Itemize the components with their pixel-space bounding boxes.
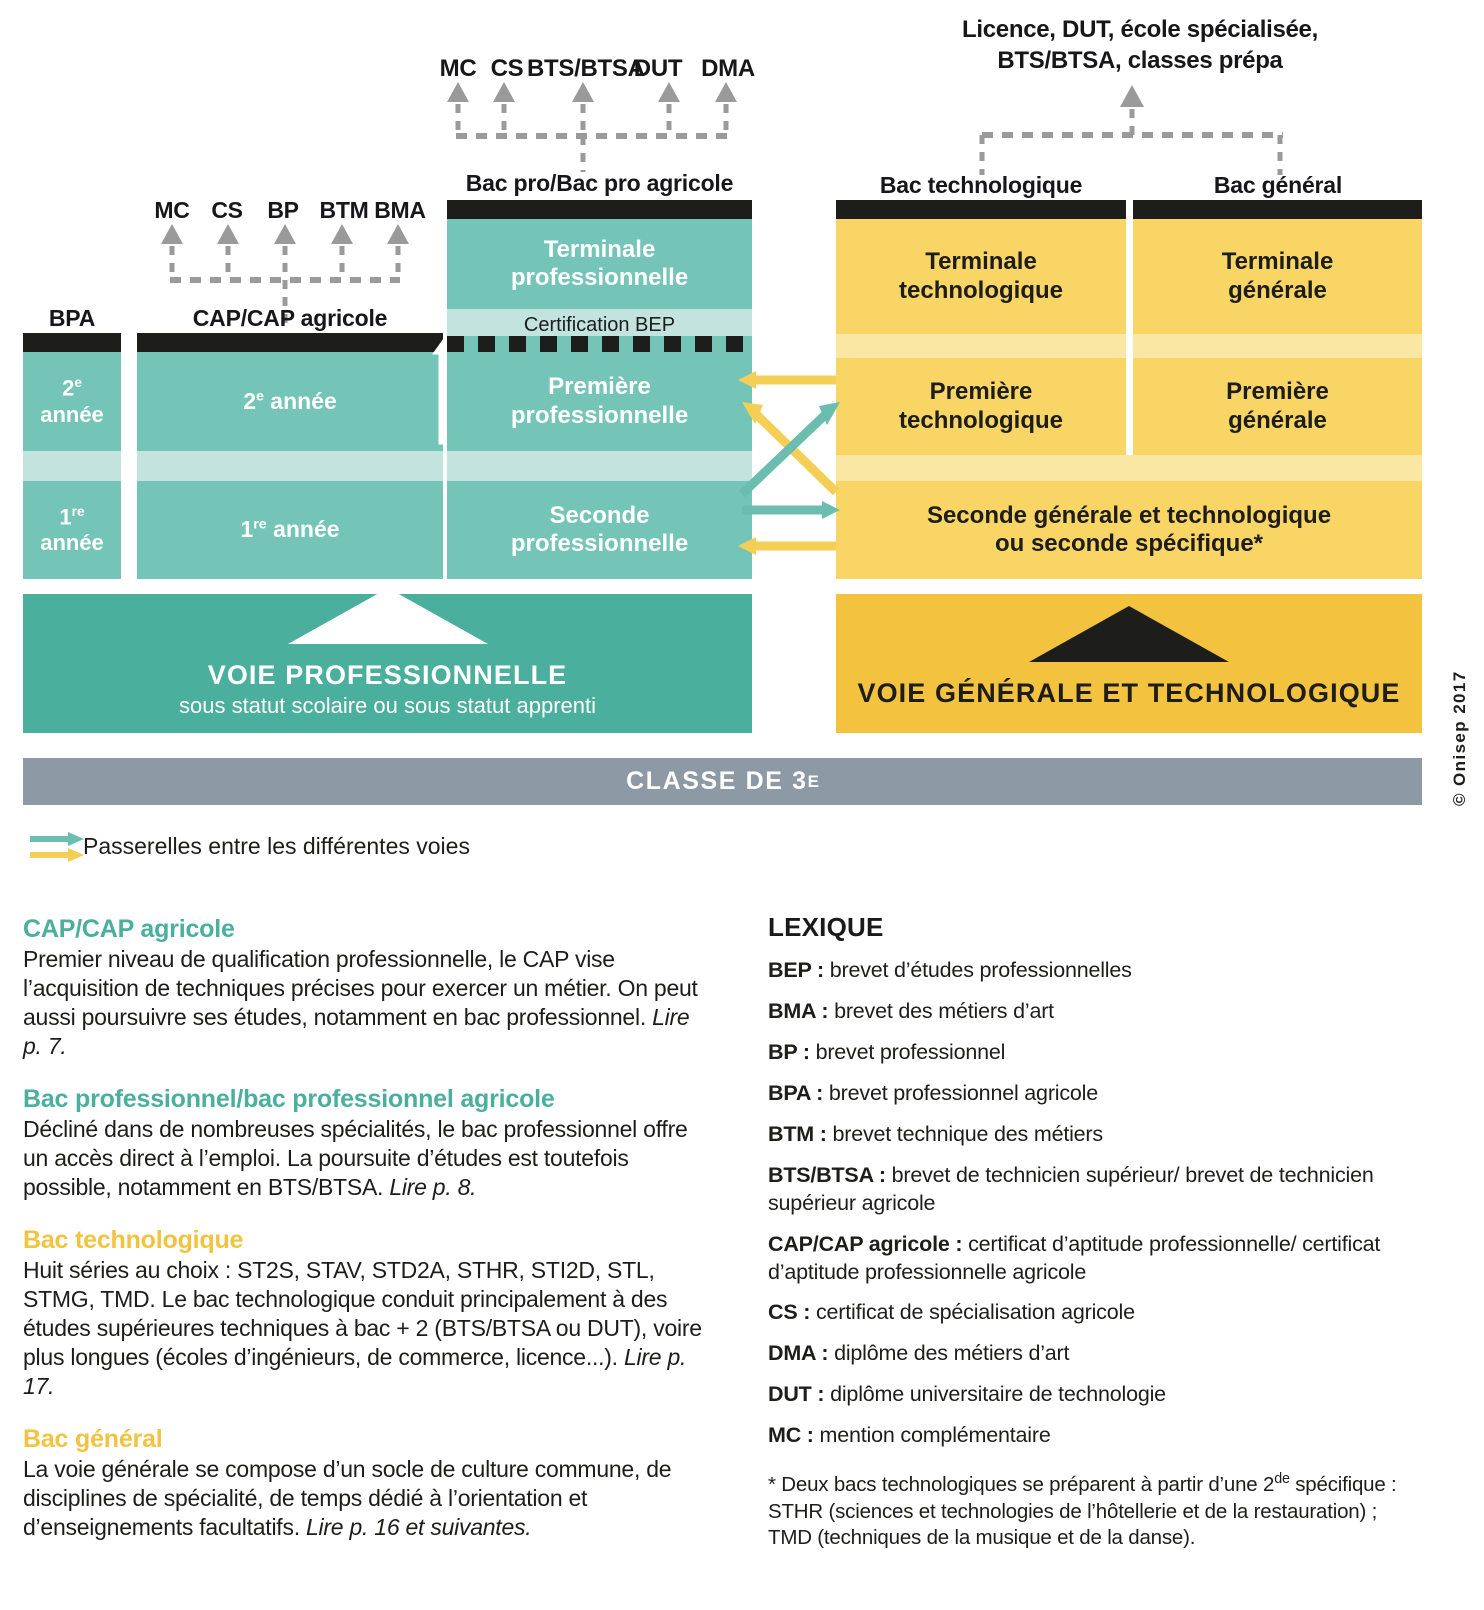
cap-cap-bar (137, 333, 443, 352)
bacgeneral-terminale-cell (1133, 219, 1422, 334)
bactechno-premiere-cell (836, 358, 1126, 455)
general-outcome-connectors (965, 83, 1285, 183)
outcome-label-cs-cap: CS (211, 197, 243, 223)
lexique-def-bma: brevet des métiers d’art (828, 998, 1054, 1023)
definition-body-bactechno (23, 1256, 713, 1401)
lexique-column (768, 912, 1428, 1552)
lexique-term-dut: DUT : (768, 1382, 825, 1407)
lexique-entry-bp (768, 1039, 1428, 1067)
definition-ref-bacgeneral: Lire p. 16 et suivantes. (305, 1513, 532, 1540)
lexique-def-bep: brevet d’études professionnelles (823, 958, 1132, 982)
classe-de-3e-band (23, 758, 1422, 805)
bacpro-terminale-l1: Terminale (543, 235, 656, 263)
lexique-footnote (768, 1470, 1428, 1552)
seconde-gt-l1: Seconde générale et technologique (926, 501, 1332, 529)
banner-pro-subtitle: sous statut scolaire ou sous statut apprenti (178, 693, 596, 718)
definition-block-bacpro (23, 1085, 713, 1202)
bacpro-premiere-cell (447, 352, 752, 451)
seconde-generale-technologique-cell (836, 481, 1422, 579)
bacgeneral-terminale-l1: Terminale (1221, 248, 1334, 276)
bacpro-certification-bep-label: Certification BEP (523, 313, 676, 336)
seconde-gt-gap-band (836, 455, 1422, 481)
definition-heading-bactechno: Bac technologique (23, 1225, 244, 1254)
lexique-footnote-l2: STHR (sciences et technologies de l’hôtellerie et de la restauration) ; (768, 1499, 1378, 1523)
lexique-footnote-l1b: spécifique : (1289, 1473, 1397, 1497)
definitions-column (23, 915, 713, 1566)
banner-voie-professionnelle (23, 594, 752, 733)
bactechno-gap-band-upper (836, 334, 1126, 358)
cap-gap-band (137, 451, 443, 481)
bpa-cap-bar (23, 333, 121, 352)
definition-ref-bacpro: Lire p. 8. (389, 1173, 477, 1200)
lexique-entry-bep (768, 957, 1428, 985)
bpa-year2-word: année (40, 401, 104, 427)
lexique-term-bp: BP : (768, 1039, 810, 1064)
lexique-entry-dut (768, 1381, 1428, 1409)
bactechno-premiere-l2: technologique (899, 406, 1063, 434)
bacpro-bep-dashed-separator (447, 336, 752, 352)
cap-year2-sup: e (255, 388, 264, 405)
bpa-year2-cell (23, 352, 121, 451)
outcome-general-line2: BTS/BTSA, classes prépa (997, 47, 1283, 75)
bacpro-terminale-l2: professionnelle (510, 264, 689, 291)
column-title-bactechno: Bac technologique (879, 172, 1083, 198)
outcome-label-dut-pro: DUT (633, 55, 683, 82)
lexique-entry-btm (768, 1121, 1428, 1149)
bacpro-seconde-l1: Seconde (549, 501, 650, 529)
definition-body-bactechno-text: Huit séries au choix : ST2S, STAV, STD2A, STHR, STI2D, STL, STMG, TMD. Le bac technologique conduit principalement à des études supérieures techniques à bac + 2 (BTS/BTSA ou DUT), voire plus longues (écoles d’ingénieurs, de commerce, licence...). (23, 1256, 702, 1370)
cap-year1-word: année (266, 516, 340, 543)
legend-passerelle-icon (28, 830, 86, 864)
outcome-label-mc-cap: MC (154, 197, 190, 223)
bacpro-premiere-l2: professionnelle (510, 401, 689, 429)
outcome-label-cs-pro: CS (490, 55, 524, 82)
legend-arrow-yellow (30, 848, 84, 862)
cap-year1-num: 1 (240, 516, 254, 543)
lexique-term-btm: BTM : (768, 1121, 827, 1146)
cap-year1-cell (137, 481, 443, 579)
lexique-entry-mc (768, 1422, 1428, 1450)
legend-arrow-teal (30, 832, 84, 846)
outcome-label-bp-cap: BP (267, 197, 299, 223)
passerelle-arrow-yellow-bottom (738, 537, 836, 555)
chevron-up-white-icon (288, 588, 488, 644)
definition-body-bacgeneral-text: La voie générale se compose d’un socle de culture commune, de disciplines de spécialité, de temps dédié à l’orientation et d’enseignements facultatifs. (23, 1455, 672, 1540)
bpa-year1-sup: re (71, 503, 85, 519)
bactechno-cap-bar (836, 200, 1126, 219)
bactechno-terminale-l1: Terminale (925, 248, 1037, 276)
lexique-def-bpa: brevet professionnel agricole (823, 1080, 1098, 1105)
passerelle-arrows-group (730, 360, 850, 580)
bpa-gap-band (23, 451, 121, 481)
bactechno-terminale-cell (836, 219, 1126, 334)
lexique-term-cap: CAP/CAP agricole : (768, 1231, 963, 1256)
bacgeneral-premiere-l2: générale (1228, 406, 1327, 434)
lexique-footnote-l3: TMD (techniques de la musique et de la danse). (768, 1526, 1196, 1550)
definition-block-bactechno (23, 1226, 713, 1401)
bacpro-seconde-cell (447, 481, 752, 579)
chevron-up-black-icon (1029, 606, 1229, 662)
classe-de-3e-sup: E (807, 771, 819, 791)
bpa-year1-cell (23, 481, 121, 579)
bacpro-outcome-connectors (440, 80, 750, 180)
banner-pro-title: VOIE PROFESSIONNELLE (207, 660, 568, 690)
outcome-general-line1: Licence, DUT, école spécialisée, (962, 16, 1318, 43)
lexique-footnote-sup: de (1274, 1471, 1290, 1488)
definition-ref-cap: Lire p. 7. (23, 1003, 690, 1059)
cap-year2-word: année (263, 387, 337, 414)
lexique-entry-bma (768, 998, 1428, 1026)
lexique-heading: LEXIQUE (768, 912, 884, 942)
lexique-term-bpa: BPA : (768, 1080, 824, 1105)
outcome-label-dma-pro: DMA (701, 55, 755, 82)
outcome-label-btsbtsa-pro: BTS/BTSA (527, 55, 645, 82)
definition-ref-bactechno: Lire p. 17. (23, 1343, 687, 1399)
passerelle-arrow-teal-right (742, 501, 840, 519)
bpa-year1-word: année (40, 530, 104, 556)
passerelle-arrow-yellow-top (738, 371, 836, 389)
definition-body-bacpro (23, 1115, 713, 1202)
bpa-year2-sup: e (74, 375, 82, 391)
lexique-def-bp: brevet professionnel (809, 1039, 1006, 1064)
bpa-year2-num: 2 (62, 375, 75, 401)
lexique-def-btsbtsa: brevet de technicien supérieur/ brevet de technicien supérieur agricole (768, 1162, 1374, 1215)
bacgeneral-terminale-l2: générale (1228, 276, 1327, 304)
lexique-def-cap: certificat d’aptitude professionnelle/ certificat d’aptitude professionnelle agricole (768, 1231, 1381, 1284)
column-title-bacgeneral: Bac général (1213, 172, 1343, 198)
lexique-entry-cs (768, 1299, 1428, 1327)
column-title-bacpro: Bac pro/Bac pro agricole (465, 170, 734, 196)
lexique-def-cs: certificat de spécialisation agricole (810, 1300, 1135, 1325)
bacpro-cap-bar (447, 200, 752, 219)
banner-gen-title: VOIE GÉNÉRALE ET TECHNOLOGIQUE (857, 678, 1401, 708)
outcome-label-general-superieur (890, 14, 1390, 76)
lexique-def-dma: diplôme des métiers d’art (828, 1341, 1070, 1366)
lexique-entry-btsbtsa (768, 1162, 1428, 1218)
cap-year2-cell (137, 352, 443, 451)
lexique-def-dut: diplôme universitaire de technologie (824, 1382, 1166, 1407)
bacgeneral-premiere-cell (1133, 358, 1422, 455)
definition-block-bacgeneral (23, 1425, 713, 1542)
bacgeneral-premiere-l1: Première (1226, 378, 1329, 406)
definition-block-cap (23, 915, 713, 1061)
lexique-term-bma: BMA : (768, 998, 829, 1023)
lexique-footnote-l1a: * Deux bacs technologiques se préparent à partir d’une 2 (768, 1473, 1275, 1497)
definition-heading-bacpro: Bac professionnel/bac professionnel agricole (23, 1084, 555, 1113)
lexique-term-btsbtsa: BTS/BTSA : (768, 1162, 886, 1187)
copyright-label: © Onisep 2017 (1450, 670, 1469, 806)
lexique-term-dma: DMA : (768, 1341, 829, 1366)
definition-heading-bacgeneral: Bac général (23, 1424, 163, 1453)
classe-de-3e-label: CLASSE DE 3 (626, 767, 808, 795)
column-title-bpa: BPA (48, 305, 96, 331)
column-title-cap: CAP/CAP agricole (192, 305, 388, 331)
bacpro-seconde-l2: professionnelle (510, 530, 689, 557)
definition-body-cap-text: Premier niveau de qualification professionnelle, le CAP vise l’acquisition de techniques précises pour exercer un métier. On peut aussi poursuivre ses études, notamment en bac professionnel. (23, 946, 698, 1030)
lexique-def-mc: mention complémentaire (813, 1423, 1051, 1448)
cap-year2-num: 2 (243, 387, 256, 414)
bactechno-terminale-l2: technologique (899, 276, 1063, 304)
bacpro-gap-band (447, 451, 752, 481)
bacpro-terminale-cell (447, 219, 752, 309)
lexique-term-cs: CS : (768, 1300, 811, 1325)
lexique-term-mc: MC : (768, 1423, 814, 1448)
definition-body-bacgeneral (23, 1455, 713, 1542)
outcome-label-mc-pro: MC (439, 55, 477, 82)
bacgeneral-cap-bar (1133, 200, 1422, 219)
lexique-def-btm: brevet technique des métiers (826, 1121, 1103, 1146)
lexique-entry-bpa (768, 1080, 1428, 1108)
lexique-entry-dma (768, 1340, 1428, 1368)
cap-year1-sup: re (253, 516, 267, 533)
outcome-label-btm-cap: BTM (319, 197, 369, 223)
bpa-year1-num: 1 (59, 504, 72, 530)
bacpro-premiere-l1: Première (548, 373, 651, 401)
definition-body-bacpro-text: Décliné dans de nombreuses spécialités, le bac professionnel offre un accès direct à l’emploi. La poursuite d’études est toutefois possible, notamment en BTS/BTSA. (23, 1115, 688, 1200)
bacgeneral-gap-band-upper (1133, 334, 1422, 358)
legend-label: Passerelles entre les différentes voies (83, 833, 470, 859)
lexique-entry-cap (768, 1231, 1428, 1287)
bactechno-premiere-l1: Première (929, 378, 1033, 406)
definition-heading-cap: CAP/CAP agricole (23, 915, 235, 943)
definition-body-cap (23, 945, 713, 1061)
banner-voie-generale-technologique (836, 594, 1422, 733)
lexique-term-bep: BEP : (768, 958, 824, 982)
seconde-gt-l2: ou seconde spécifique* (994, 530, 1264, 557)
outcome-label-bma-cap: BMA (374, 197, 426, 223)
